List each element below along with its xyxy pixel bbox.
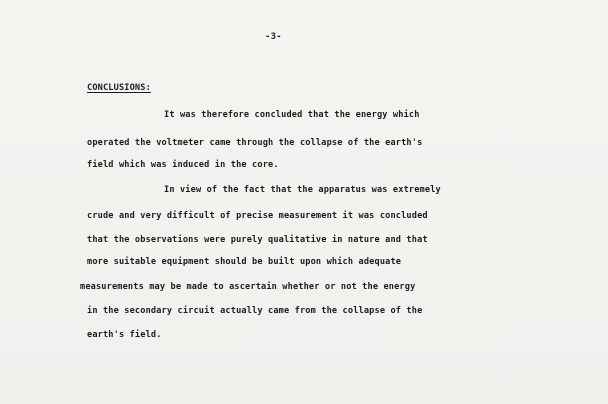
body-line: earth's field. — [87, 330, 162, 340]
body-line: more suitable equipment should be built upon which adequate — [87, 257, 402, 267]
body-line: that the observations were purely qualitative in nature and that — [87, 235, 428, 245]
body-line: field which was induced in the core. — [87, 160, 279, 170]
section-heading: CONCLUSIONS: — [87, 83, 151, 93]
body-line: It was therefore concluded that the energy which — [164, 110, 420, 120]
body-line: crude and very difficult of precise measurement it was concluded — [87, 211, 428, 221]
body-line: in the secondary circuit actually came from the collapse of the — [87, 306, 423, 316]
body-line: operated the voltmeter came through the collapse of the earth's — [87, 138, 423, 148]
page-number: -3- — [265, 32, 282, 42]
body-line: measurements may be made to ascertain whether or not the energy — [80, 282, 416, 292]
body-line: In view of the fact that the apparatus was extremely — [164, 185, 441, 195]
